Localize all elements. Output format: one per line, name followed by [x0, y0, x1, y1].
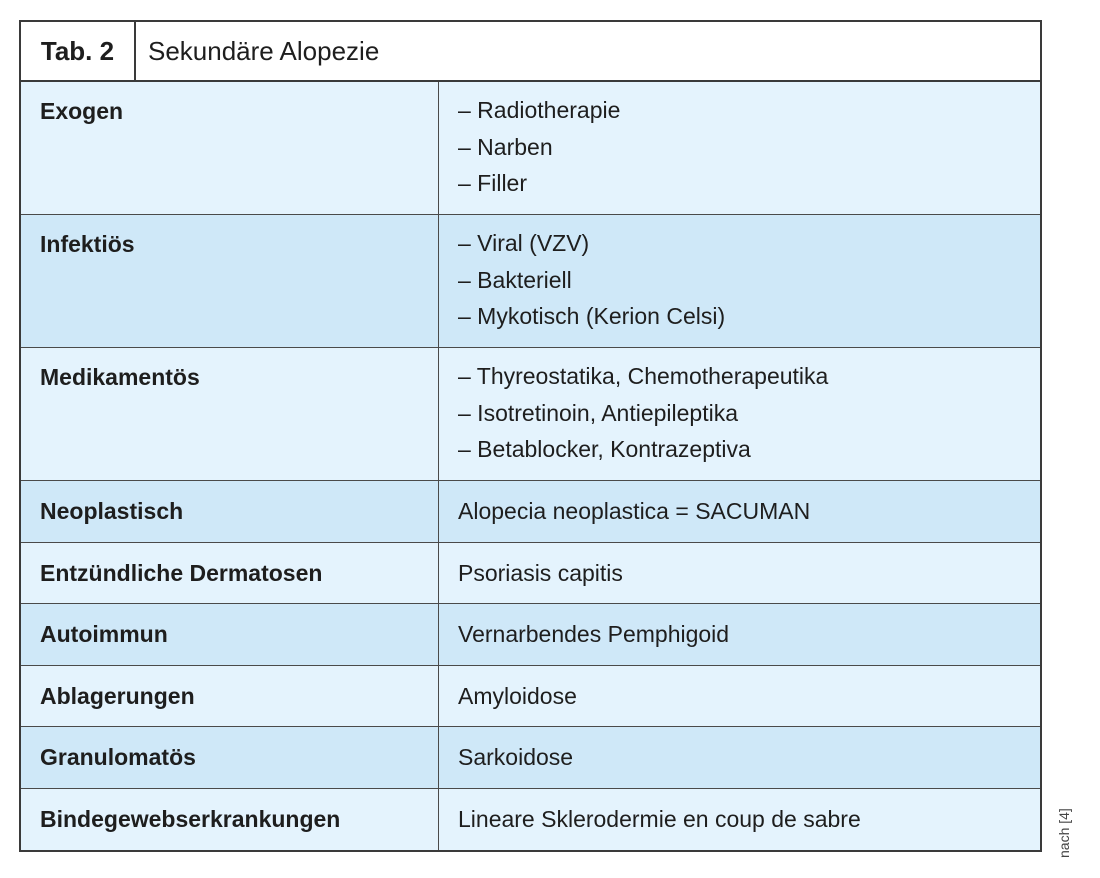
- list-item: – Bakteriell: [458, 266, 572, 293]
- row-category: Granulomatös: [21, 727, 439, 788]
- list-item: – Viral (VZV): [458, 230, 590, 256]
- list-item: – Betablocker, Kontrazeptiva: [458, 436, 751, 462]
- table-row: [21, 481, 1040, 543]
- alopecia-table: [19, 20, 1042, 852]
- row-content: Amyloidose: [458, 682, 577, 709]
- list-item: – Thyreostatika, Chemotherapeutika: [458, 363, 829, 389]
- table-row: [21, 666, 1040, 727]
- table-row: [21, 348, 1040, 481]
- table-title-row: [21, 22, 1040, 82]
- row-category: Infektiös: [21, 215, 439, 347]
- table-row: [21, 82, 1040, 215]
- row-category: Entzündliche Dermatosen: [21, 543, 439, 603]
- list-item: – Radiotherapie: [458, 97, 621, 123]
- row-content: Alopecia neoplastica = SACUMAN: [458, 498, 811, 524]
- row-content: Vernarbendes Pemphigoid: [458, 621, 730, 647]
- row-category: Exogen: [21, 82, 439, 214]
- list-item: – Narben: [458, 133, 553, 160]
- source-note: nach [4]: [1056, 808, 1072, 858]
- row-category: Autoimmun: [21, 604, 439, 665]
- table-row: [21, 543, 1040, 604]
- row-category: Bindegewebserkrankungen: [21, 789, 439, 850]
- list-item: – Isotretinoin, Antiepileptika: [458, 399, 739, 426]
- table-row: [21, 604, 1040, 666]
- row-content: Lineare Sklerodermie en coup de sabre: [458, 806, 861, 832]
- row-category: Neoplastisch: [21, 481, 439, 542]
- list-item: – Filler: [458, 170, 528, 196]
- table-title: Sekundäre Alopezie: [148, 35, 380, 66]
- table-number-label: Tab. 2: [21, 22, 136, 80]
- row-category: Medikamentös: [21, 348, 439, 480]
- table-row: [21, 789, 1040, 850]
- list-item: – Mykotisch (Kerion Celsi): [458, 303, 726, 329]
- row-content: Psoriasis capitis: [458, 559, 623, 586]
- row-content: [439, 348, 828, 480]
- table-row: [21, 727, 1040, 789]
- row-content: [439, 82, 620, 214]
- row-category: Ablagerungen: [21, 666, 439, 726]
- row-content: Sarkoidose: [458, 744, 574, 770]
- table-row: [21, 215, 1040, 348]
- row-content: [439, 215, 725, 347]
